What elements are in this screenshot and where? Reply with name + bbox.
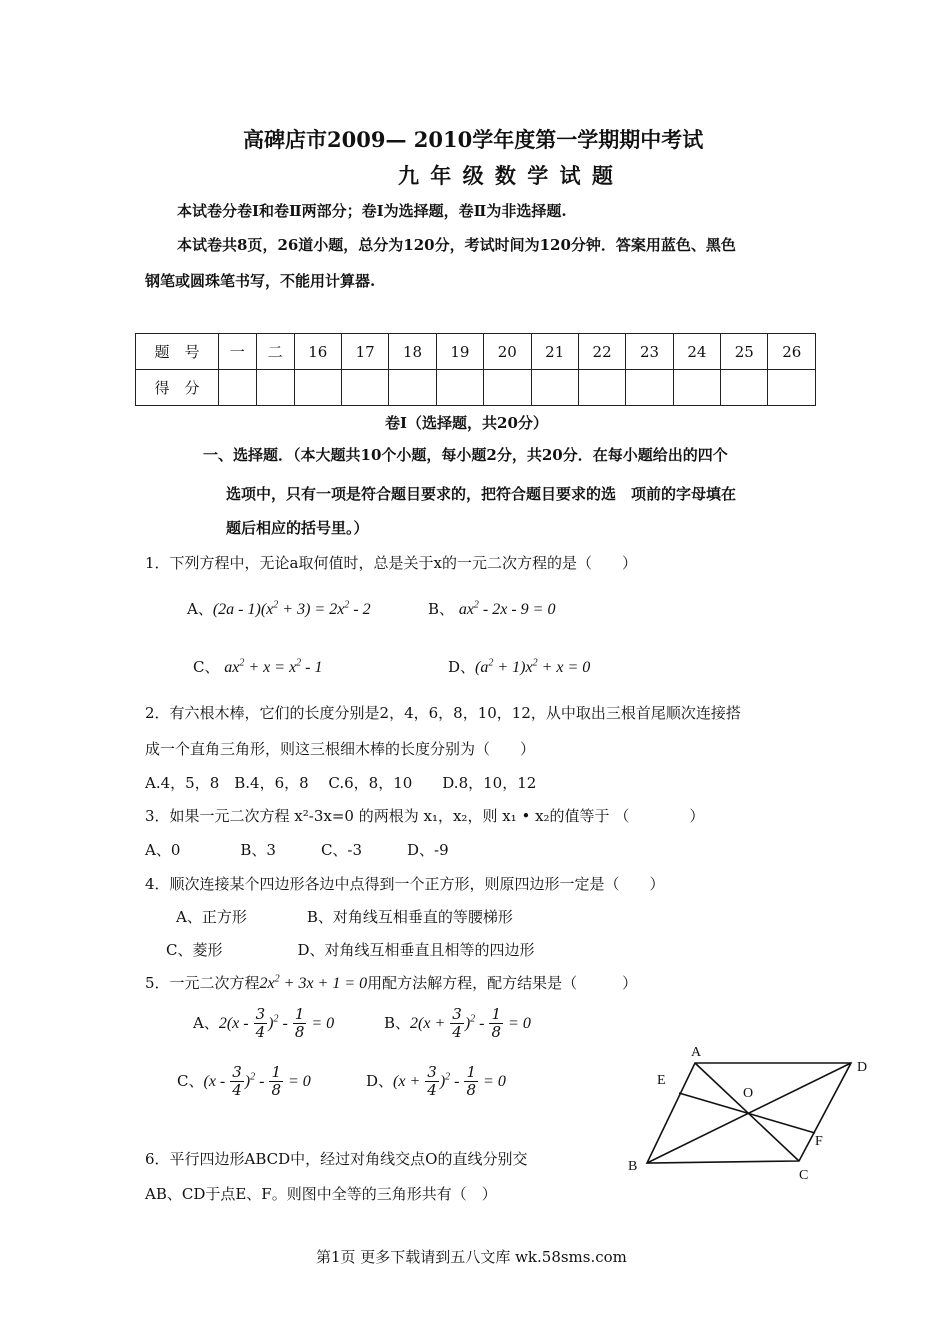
- option-label: B、: [428, 600, 455, 618]
- question-2-options: A.4，5，8 B.4，6，8 C.6，8，10 D.8，10，12: [145, 774, 537, 792]
- table-header-cell: 题 号: [136, 334, 219, 370]
- table-header-cell: 18: [389, 334, 436, 370]
- question-6-stem-b: AB、CD于点E、F。则图中全等的三角形共有（ ）: [145, 1185, 497, 1203]
- question-5-option-a: A、2(x - $\frac{3}{4}$ )$^2$ - $\frac{1}{8}$ = 0: [193, 1005, 335, 1042]
- section-heading: 卷Ⅰ（选择题，共20分）: [385, 414, 548, 432]
- option-label: B、: [384, 1013, 411, 1032]
- part-instruction-1: 一、选择题．（本大题共10个小题，每小题2分，共20分．在每小题给出的四个: [203, 446, 728, 464]
- table-header-cell: 25: [721, 334, 768, 370]
- question-5-option-b: B、2(x + $\frac{3}{4}$ )$^2$ - $\frac{1}{8}$ = 0: [384, 1005, 531, 1042]
- table-header-cell: 17: [341, 334, 388, 370]
- question-5-stem-post: 用配方法解方程，配方结果是（ ）: [367, 974, 638, 992]
- question-3-options: A、0 B、3 C、-3 D、-9: [145, 841, 449, 859]
- question-4-stem: 4．顺次连接某个四边形各边中点得到一个正方形，则原四边形一定是（ ）: [145, 875, 665, 893]
- table-label-cell: 得 分: [136, 370, 219, 406]
- question-5-stem-pre: 5．一元二次方程: [145, 974, 260, 992]
- label-e: E: [657, 1073, 666, 1088]
- table-header-cell: 16: [294, 334, 341, 370]
- option-label: D、: [448, 658, 476, 676]
- question-5-stem: 5．一元二次方程$2x^2 + 3x + 1 = 0$用配方法解方程，配方结果是（ ）: [145, 973, 638, 992]
- table-header-cell: 二: [256, 334, 294, 370]
- label-a: A: [691, 1045, 702, 1060]
- question-6-stem-a: 6．平行四边形ABCD中，经过对角线交点O的直线分别交: [145, 1150, 528, 1168]
- question-3-stem: 3．如果一元二次方程 x²-3x=0 的两根为 x₁，x₂，则 x₁ • x₂的值等于 （ ）: [145, 807, 705, 825]
- question-4-options-ab: A、正方形 B、对角线互相垂直的等腰梯形: [176, 908, 513, 926]
- table-header-cell: 22: [578, 334, 625, 370]
- table-header-cell: 一: [219, 334, 257, 370]
- option-label: C、: [193, 658, 220, 676]
- option-label: C、: [177, 1071, 204, 1090]
- question-5-option-c: C、(x - $\frac{3}{4}$ )$^2$ - $\frac{1}{8}$ = 0: [177, 1063, 311, 1100]
- diagonal-ac: [695, 1063, 799, 1161]
- question-4-options-cd: C、菱形 D、对角线互相垂直且相等的四边形: [166, 941, 535, 959]
- table-header-cell: 20: [484, 334, 531, 370]
- table-header-cell: 19: [436, 334, 483, 370]
- label-b: B: [628, 1159, 638, 1174]
- label-o: O: [743, 1086, 754, 1101]
- label-c: C: [799, 1168, 809, 1183]
- exam-subtitle: 九 年 级 数 学 试 题: [398, 163, 615, 188]
- question-1-option-c: C、 $ax^2 + x = x^2 - 1$: [193, 657, 323, 676]
- instruction-line-1: 本试卷分卷Ⅰ和卷Ⅱ两部分；卷Ⅰ为选择题，卷Ⅱ为非选择题.: [177, 202, 567, 220]
- table-header-cell: 23: [626, 334, 673, 370]
- question-5-option-d: D、(x + $\frac{3}{4}$ )$^2$ - $\frac{1}{8}$ = 0: [366, 1063, 506, 1100]
- instruction-line-3: 钢笔或圆珠笔书写，不能用计算器.: [145, 272, 376, 290]
- question-1-option-a: A、$(2a - 1)(x^2 + 3) = 2x^2 - 2$: [187, 599, 371, 618]
- question-2-stem-b: 成一个直角三角形，则这三根细木棒的长度分别为（ ）: [145, 740, 536, 758]
- label-f: F: [815, 1134, 823, 1149]
- page-footer: 第1页 更多下载请到五八文库 wk.58sms.com: [316, 1248, 627, 1266]
- question-2-stem-a: 2．有六根木棒，它们的长度分别是2，4，6，8，10，12，从中取出三根首尾顺次连接搭: [145, 704, 741, 722]
- table-header-cell: 24: [673, 334, 720, 370]
- table-header-cell: 26: [768, 334, 816, 370]
- exam-title: 高碑店市2009— 2010学年度第一学期期中考试: [243, 127, 704, 152]
- option-label: D、: [366, 1071, 394, 1090]
- label-d: D: [857, 1060, 868, 1075]
- table-header-cell: 21: [531, 334, 578, 370]
- option-label: A、: [187, 600, 213, 618]
- part-instruction-2: 选项中，只有一项是符合题目要求的，把符合题目要求的选 项前的字母填在: [226, 485, 737, 503]
- part-instruction-3: 题后相应的括号里。）: [226, 519, 369, 537]
- instruction-line-2: 本试卷共8页，26道小题，总分为120分，考试时间为120分钟．答案用蓝色、黑色: [177, 236, 736, 254]
- question-1-option-b: B、 $ax^2 - 2x - 9 = 0$: [428, 599, 556, 618]
- option-label: A、: [193, 1013, 219, 1032]
- question-1-option-d: D、$(a^2 + 1)x^2 + x = 0$: [448, 657, 591, 676]
- question-1-stem: 1．下列方程中，无论a取何值时，总是关于x的一元二次方程的是（ ）: [145, 554, 637, 572]
